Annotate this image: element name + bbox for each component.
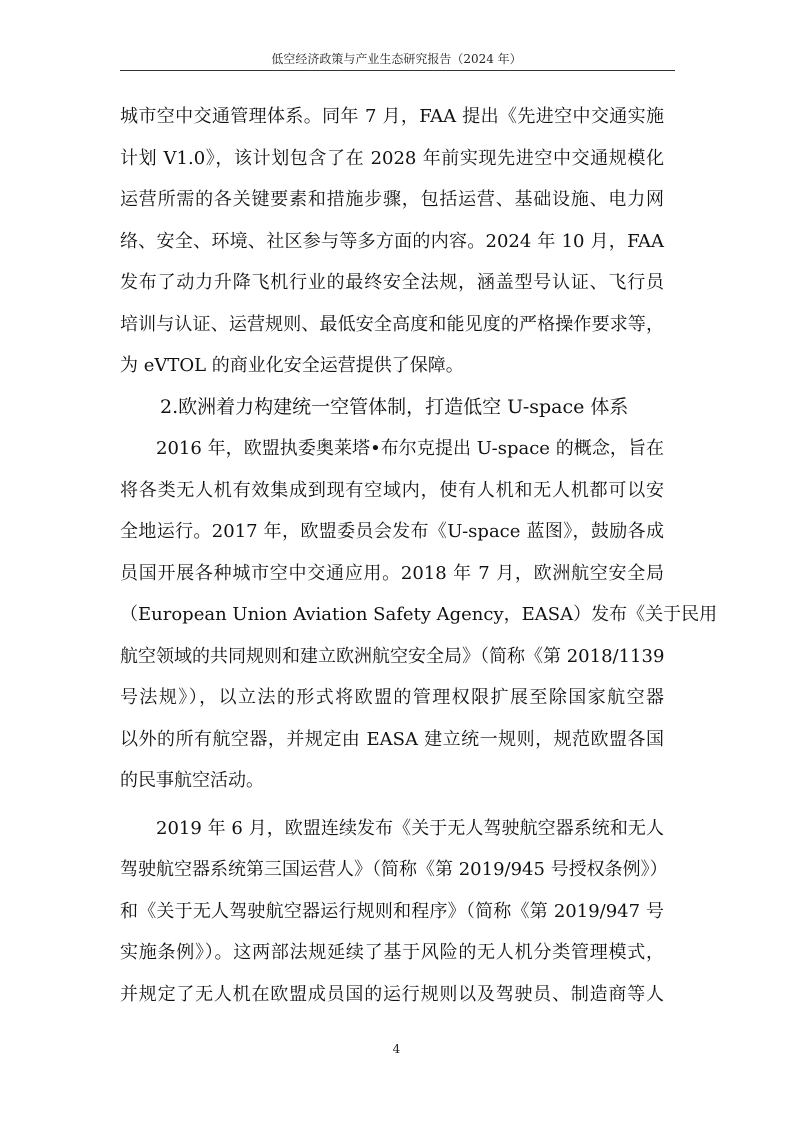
text-line: 的民事航空活动。 xyxy=(120,770,264,791)
paragraph-3 xyxy=(120,808,668,1016)
text-line: 全地运行。2017 年，欧盟委员会发布《U-space 蓝图》，鼓励各成 xyxy=(120,521,664,542)
text-line: 2019 年 6 月，欧盟连续发布《关于无人驾驶航空器系统和无人 xyxy=(156,817,664,839)
document-body xyxy=(120,96,718,1015)
text-line: 员国开展各种城市空中交通应用。2018 年 7 月，欧洲航空安全局 xyxy=(120,562,664,584)
text-line: 航空领域的共同规则和建立欧洲航空安全局》（简称《第 2018/1139 xyxy=(120,645,665,667)
text-line: 2016 年，欧盟执委奥莱塔•布尔克提出 U-space 的概念，旨在 xyxy=(156,438,664,459)
paragraph-2 xyxy=(120,428,718,802)
page-header xyxy=(0,52,793,66)
text-line: 将各类无人机有效集成到现有空域内，使有人机和无人机都可以安 xyxy=(120,479,664,501)
text-line: （European Union Aviation Safety Agency，EASA）发布《关于民用 xyxy=(120,604,718,625)
text-line: 计划 V1.0》，该计划包含了在 2028 年前实现先进空中交通规模化 xyxy=(120,147,664,169)
text-line: 发布了动力升降飞机行业的最终安全法规，涵盖型号认证、飞行员 xyxy=(120,272,664,293)
header-divider xyxy=(120,70,675,71)
section-heading: 2.欧洲着力构建统一空管体制，打造低空 U-space 体系 xyxy=(160,395,629,418)
text-line: 络、安全、环境、社区参与等多方面的内容。2024 年 10 月，FAA xyxy=(120,230,664,252)
paragraph-1 xyxy=(120,96,664,387)
page-number: 4 xyxy=(392,1042,401,1056)
text-line: 运营所需的各关键要素和措施步骤，包括运营、基础设施、电力网 xyxy=(120,189,664,210)
text-line: 号法规》），以立法的形式将欧盟的管理权限扩展至除国家航空器 xyxy=(120,687,664,708)
text-line: 为 eVTOL 的商业化安全运营提供了保障。 xyxy=(120,355,464,376)
text-line: 培训与认证、运营规则、最低安全高度和能见度的严格操作要求等， xyxy=(120,313,664,335)
header-title: 低空经济政策与产业生态研究报告（2024 年） xyxy=(271,52,522,66)
text-line: 实施条例》）。这两部法规延续了基于风险的无人机分类管理模式， xyxy=(120,942,664,963)
text-line: 城市空中交通管理体系。同年 7 月，FAA 提出《先进空中交通实施 xyxy=(120,106,664,127)
text-line: 以外的所有航空器，并规定由 EASA 建立统一规则，规范欧盟各国 xyxy=(120,728,664,750)
text-line: 驾驶航空器系统第三国运营人》（简称《第 2019/945 号授权条例》） xyxy=(120,859,668,880)
text-line: 和《关于无人驾驶航空器运行规则和程序》（简称《第 2019/947 号 xyxy=(120,900,664,922)
text-line: 并规定了无人机在欧盟成员国的运行规则以及驾驶员、制造商等人 xyxy=(120,983,664,1005)
